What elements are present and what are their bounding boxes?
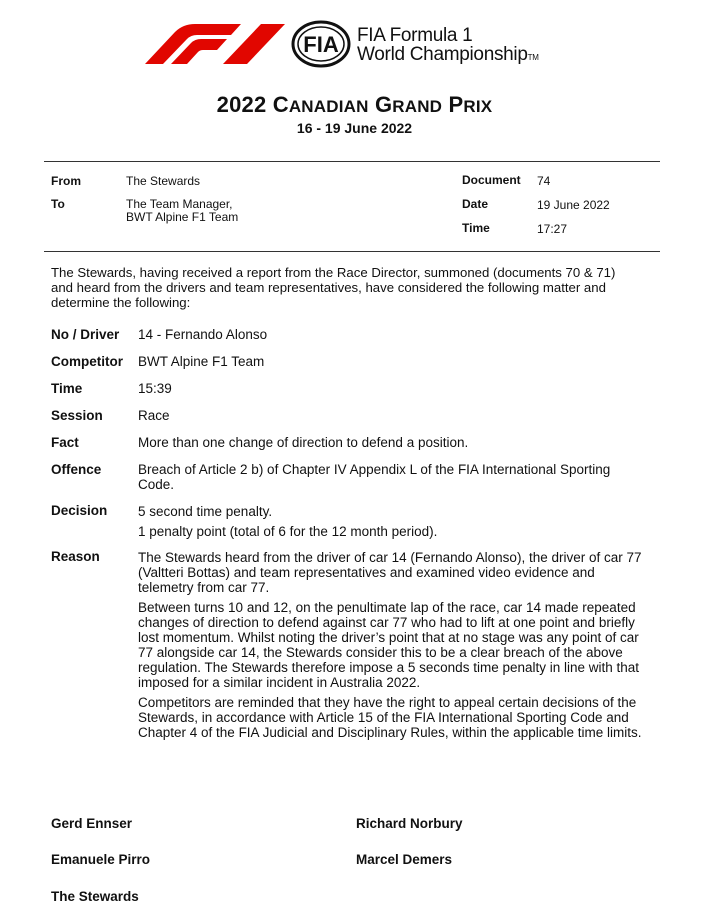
date-value: 19 June 2022: [537, 198, 610, 212]
reason-value: [138, 550, 650, 745]
fact-label: Fact: [51, 435, 79, 450]
session-label: Session: [51, 408, 103, 423]
time-value: 17:27: [537, 222, 568, 236]
stewards-footer: The Stewards: [51, 889, 139, 904]
title-p: P: [448, 92, 464, 117]
intro-paragraph: The Stewards, having received a report from the Race Director, summoned (documents 70 & 71) and heard from the drivers and team representatives, have considered the following matter and determine the following:: [51, 265, 616, 310]
title-year: 2022: [216, 92, 267, 117]
logo-line-1: FIA Formula 1: [357, 25, 473, 46]
document-label: Document: [462, 173, 521, 187]
decision-line-2: 1 penalty point (total of 6 for the 12 month period).: [138, 524, 438, 539]
fia-badge-icon: [291, 20, 351, 68]
title-rand: RAND: [392, 97, 443, 116]
from-value: The Stewards: [126, 174, 201, 188]
reason-paragraph-2: Between turns 10 and 12, on the penultimate lap of the race, car 14 made repeated changes of direction to defend against car 77 who had to lift at one point and briefly lost momentum. Whilst noting the driver’s point that at no stage was any point of car 77 alongside car 14, the Stewards consider this to be a clear breach of the above regulation. The Stewards therefore impose a 5 seconds time penalty in line with that imposed for a similar incident in Australia 2022.: [138, 600, 640, 690]
signatory-3: Emanuele Pirro: [51, 852, 151, 867]
time-row-value: 15:39: [138, 381, 172, 396]
fact-value: More than one change of direction to defend a position.: [138, 435, 469, 450]
title-g: G: [374, 92, 393, 117]
logo-line-2: [357, 45, 539, 67]
title-c: C: [272, 92, 289, 117]
signatory-4: Marcel Demers: [356, 852, 453, 867]
trademark: TM: [527, 53, 539, 62]
header-bottom-divider: [44, 251, 660, 252]
offence-label: Offence: [51, 462, 102, 477]
to-value-2: BWT Alpine F1 Team: [126, 210, 239, 224]
decision-label: Decision: [51, 503, 108, 518]
reason-label: Reason: [51, 549, 100, 564]
document-value: 74: [537, 174, 551, 188]
competitor-label: Competitor: [51, 354, 123, 369]
logo-line-2-text: World Championship: [357, 44, 528, 65]
time-label: Time: [462, 221, 490, 235]
reason-paragraph-3: Competitors are reminded that they have the right to appeal certain decisions of the Stewards, in accordance with Article 15 of the FIA International Sporting Code and Chapter 4 of the FIA Judicial and Disciplinary Rules, within the applicable time limits.: [138, 695, 642, 740]
fia-badge-text: FIA: [303, 32, 339, 57]
title-rix: RIX: [463, 97, 493, 116]
logo-text: [357, 26, 539, 67]
date-label: Date: [462, 197, 489, 211]
time-row-label: Time: [51, 381, 83, 396]
page-title: [0, 92, 709, 118]
session-value: Race: [138, 408, 170, 423]
title-anadian: ANADIAN: [288, 97, 369, 116]
decision-value: [138, 504, 653, 544]
header-top-divider: [44, 161, 660, 162]
competitor-value: BWT Alpine F1 Team: [138, 354, 265, 369]
reason-paragraph-1: The Stewards heard from the driver of car 14 (Fernando Alonso), the driver of car 77 (Valtteri Bottas) and team representatives and examined video evidence and telemetry from car 77.: [138, 550, 642, 595]
from-label: From: [51, 174, 81, 188]
signatory-2: Richard Norbury: [356, 816, 463, 831]
driver-label: No / Driver: [51, 327, 120, 342]
fia-f1-logo: [145, 18, 575, 70]
event-dates: 16 - 19 June 2022: [296, 120, 413, 136]
to-value-1: The Team Manager,: [126, 197, 233, 211]
decision-line-1: 5 second time penalty.: [138, 504, 273, 519]
offence-value: Breach of Article 2 b) of Chapter IV Appendix L of the FIA International Sporting Code.: [138, 462, 611, 492]
to-label: To: [51, 197, 65, 211]
driver-value: 14 - Fernando Alonso: [138, 327, 268, 342]
signatory-1: Gerd Ennser: [51, 816, 133, 831]
f1-logo-icon: [145, 24, 285, 64]
